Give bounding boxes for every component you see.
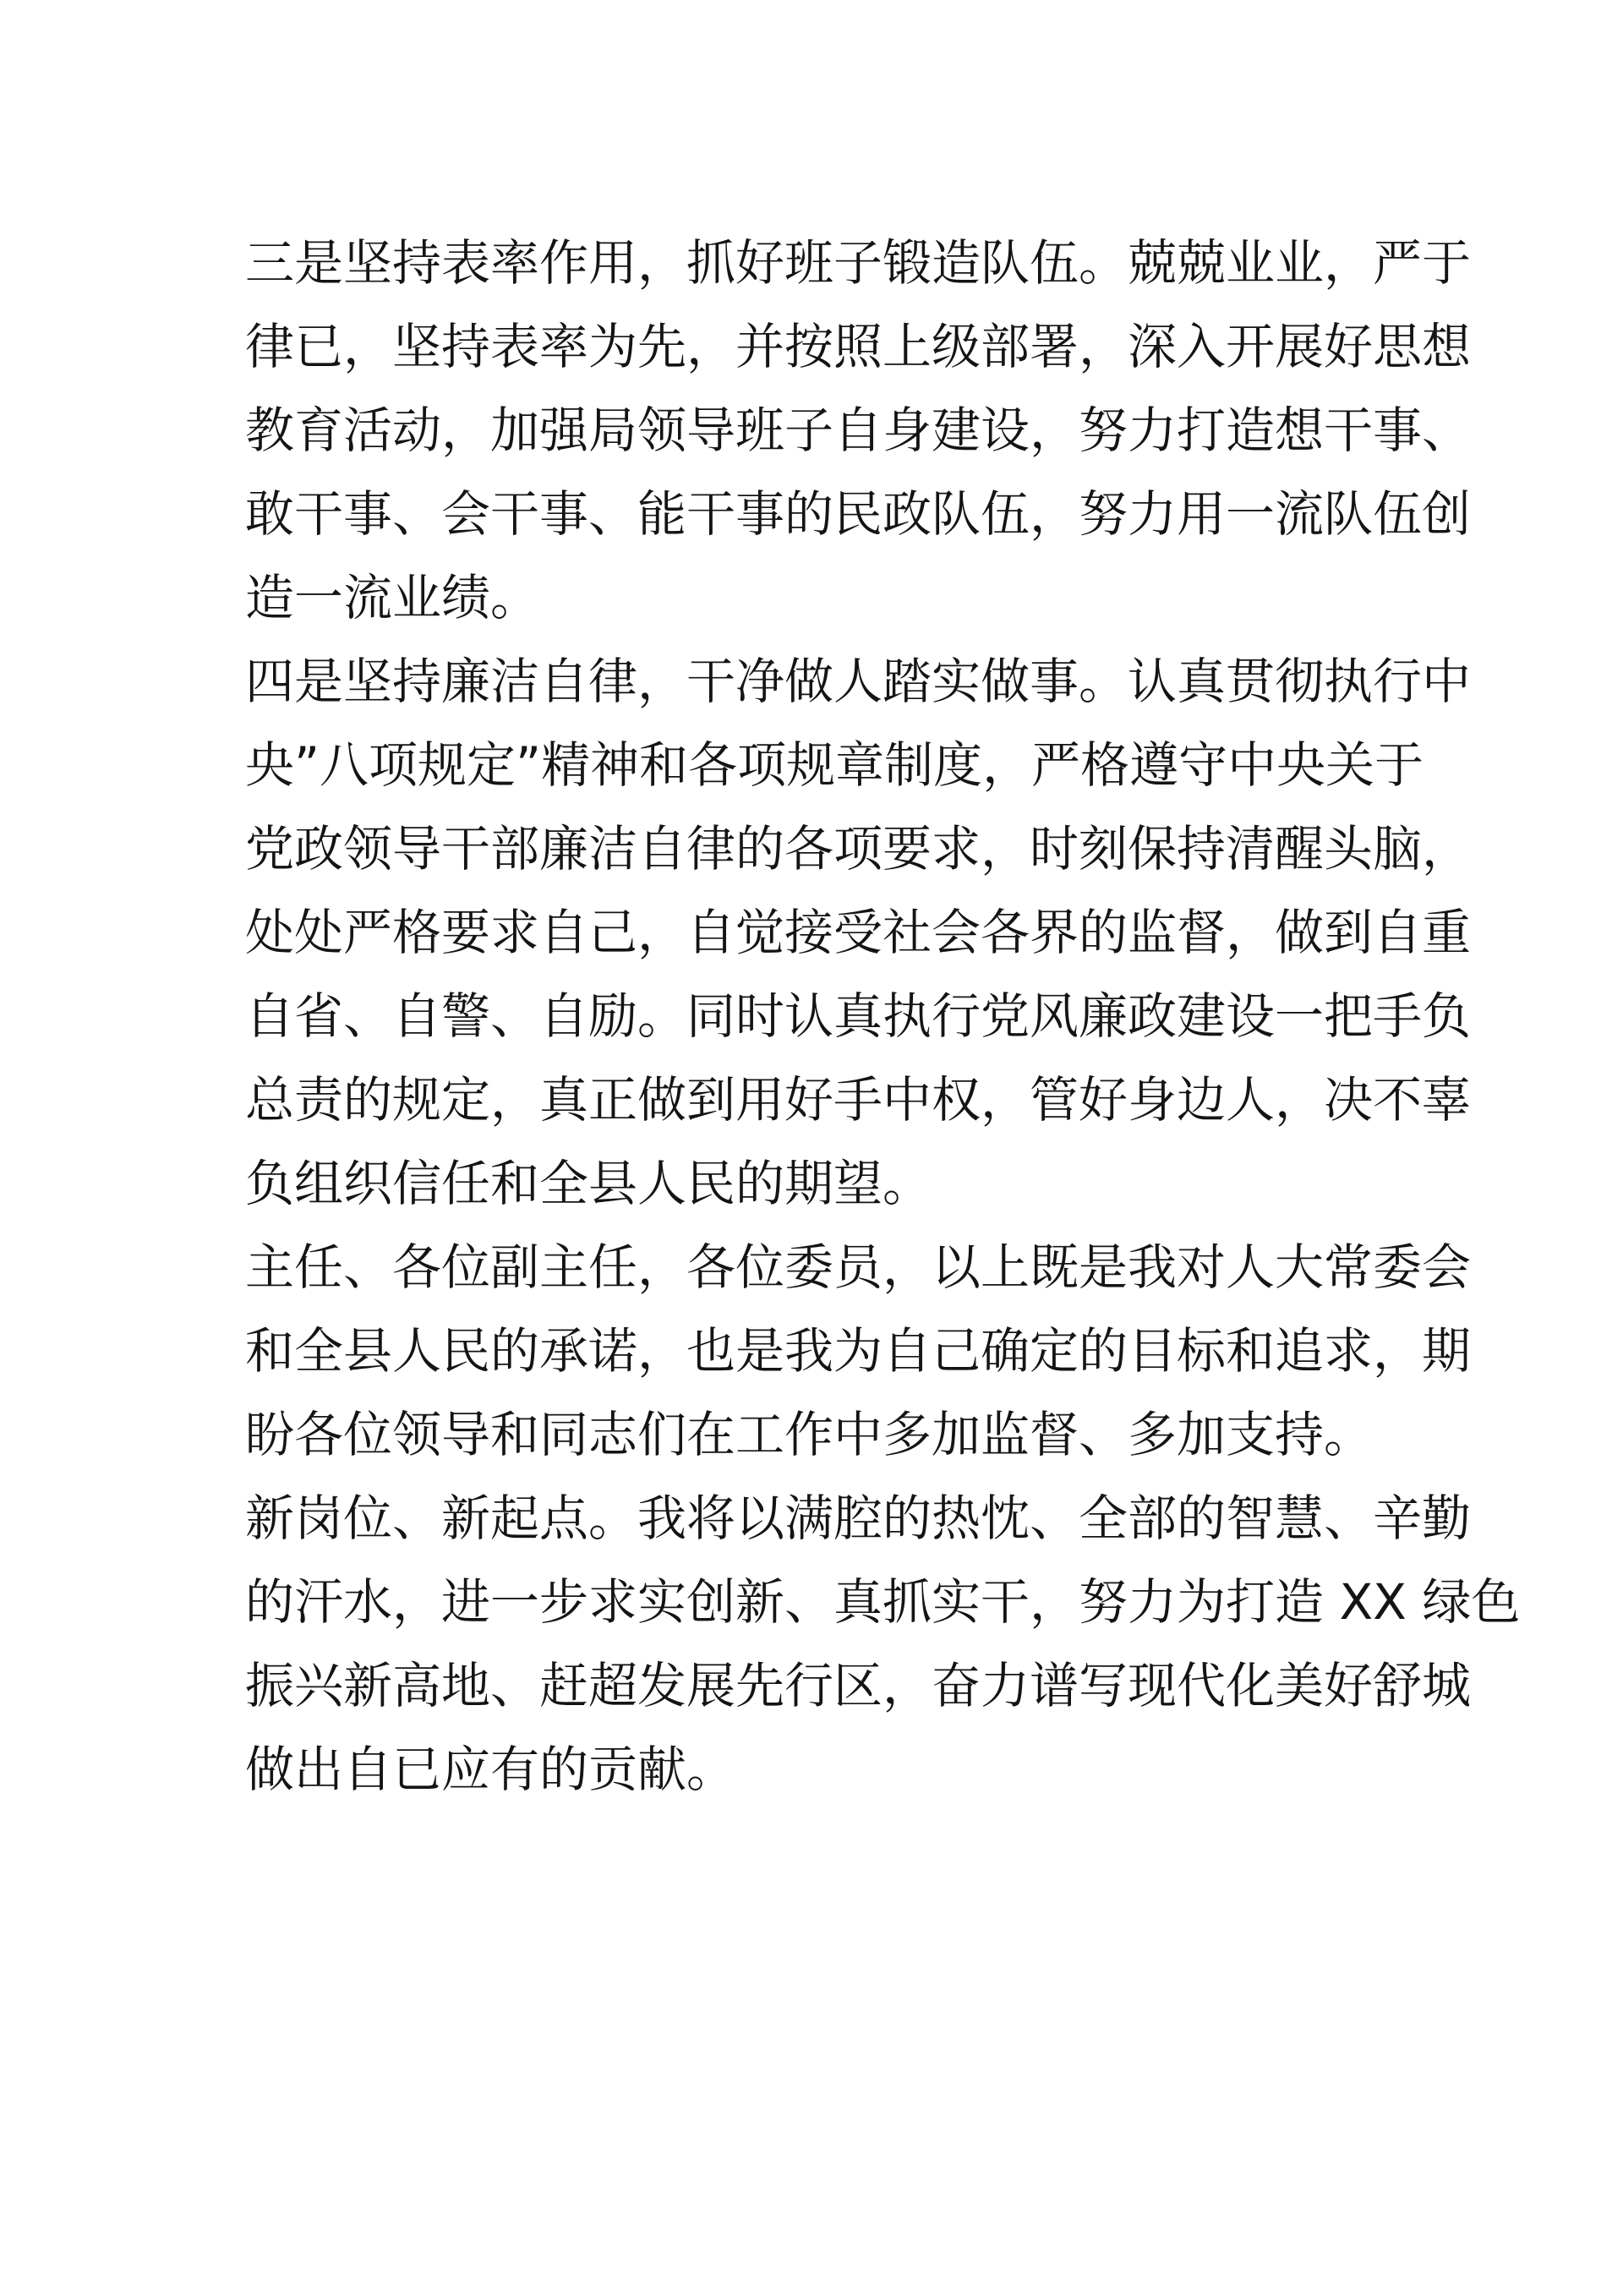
text-line: 四是坚持廉洁自律，干净做人踏实做事。认真贯彻执行中 (245, 653, 1472, 710)
text-line: 盼各位领导和同志们在工作中多加监督、多加支持。 (245, 1406, 1374, 1463)
text-line: 央”八项规定”精神和各项规章制度，严格遵守中央关于 (245, 736, 1424, 794)
text-line: 做出自已应有的贡献。 (245, 1741, 736, 1798)
text-line: 处处严格要求自己，自觉接受社会各界的监督，做到自重 (245, 904, 1472, 961)
text-line: 自省、自警、自励。同时认真执行党风廉政建设一把手负 (245, 987, 1472, 1045)
text-line: 律已，坚持表率为先，并按照上级部署，深入开展好思想 (245, 318, 1472, 375)
text-line: 新岗位、新起点。我将以满腔的热忱、全部的智慧、辛勤 (245, 1490, 1472, 1547)
text-line: 教育活动，加强局领导班子自身建设，努力打造想干事、 (245, 402, 1472, 459)
paragraph-closing (245, 1477, 1521, 1812)
text-line: 党政领导干部廉洁自律的各项要求，时刻保持清醒头脑， (245, 820, 1472, 877)
document-body (245, 221, 1521, 1812)
text-line: 造一流业绩。 (245, 569, 540, 626)
text-line: 和全县人民的承诺，也是我为自己确定的目标和追求，期 (245, 1322, 1472, 1380)
paragraph-leadership-team (245, 221, 1472, 640)
text-line: 的汗水，进一步求实创新、真抓实干，努力为打造 XX 绿色 (245, 1573, 1521, 1631)
text-line: 总责的规定，真正做到用好手中权，管好身边人，决不辜 (245, 1071, 1472, 1129)
paragraph-commitment (245, 1226, 1472, 1477)
text-line: 负组织信任和全县人民的期望。 (245, 1155, 932, 1212)
text-line: 三是坚持表率作用，抓好班子锻造队伍。兢兢业业，严于 (245, 234, 1472, 292)
text-line: 振兴新高地、赶超发展先行区，奋力谱写现代化美好舒城 (245, 1657, 1472, 1714)
text-line: 敢干事、会干事、能干事的民政队伍，努力用一流队伍创 (245, 485, 1472, 543)
paragraph-integrity (245, 640, 1472, 1226)
text-line: 主任、各位副主任，各位委员，以上既是我对人大常委会 (245, 1238, 1472, 1296)
